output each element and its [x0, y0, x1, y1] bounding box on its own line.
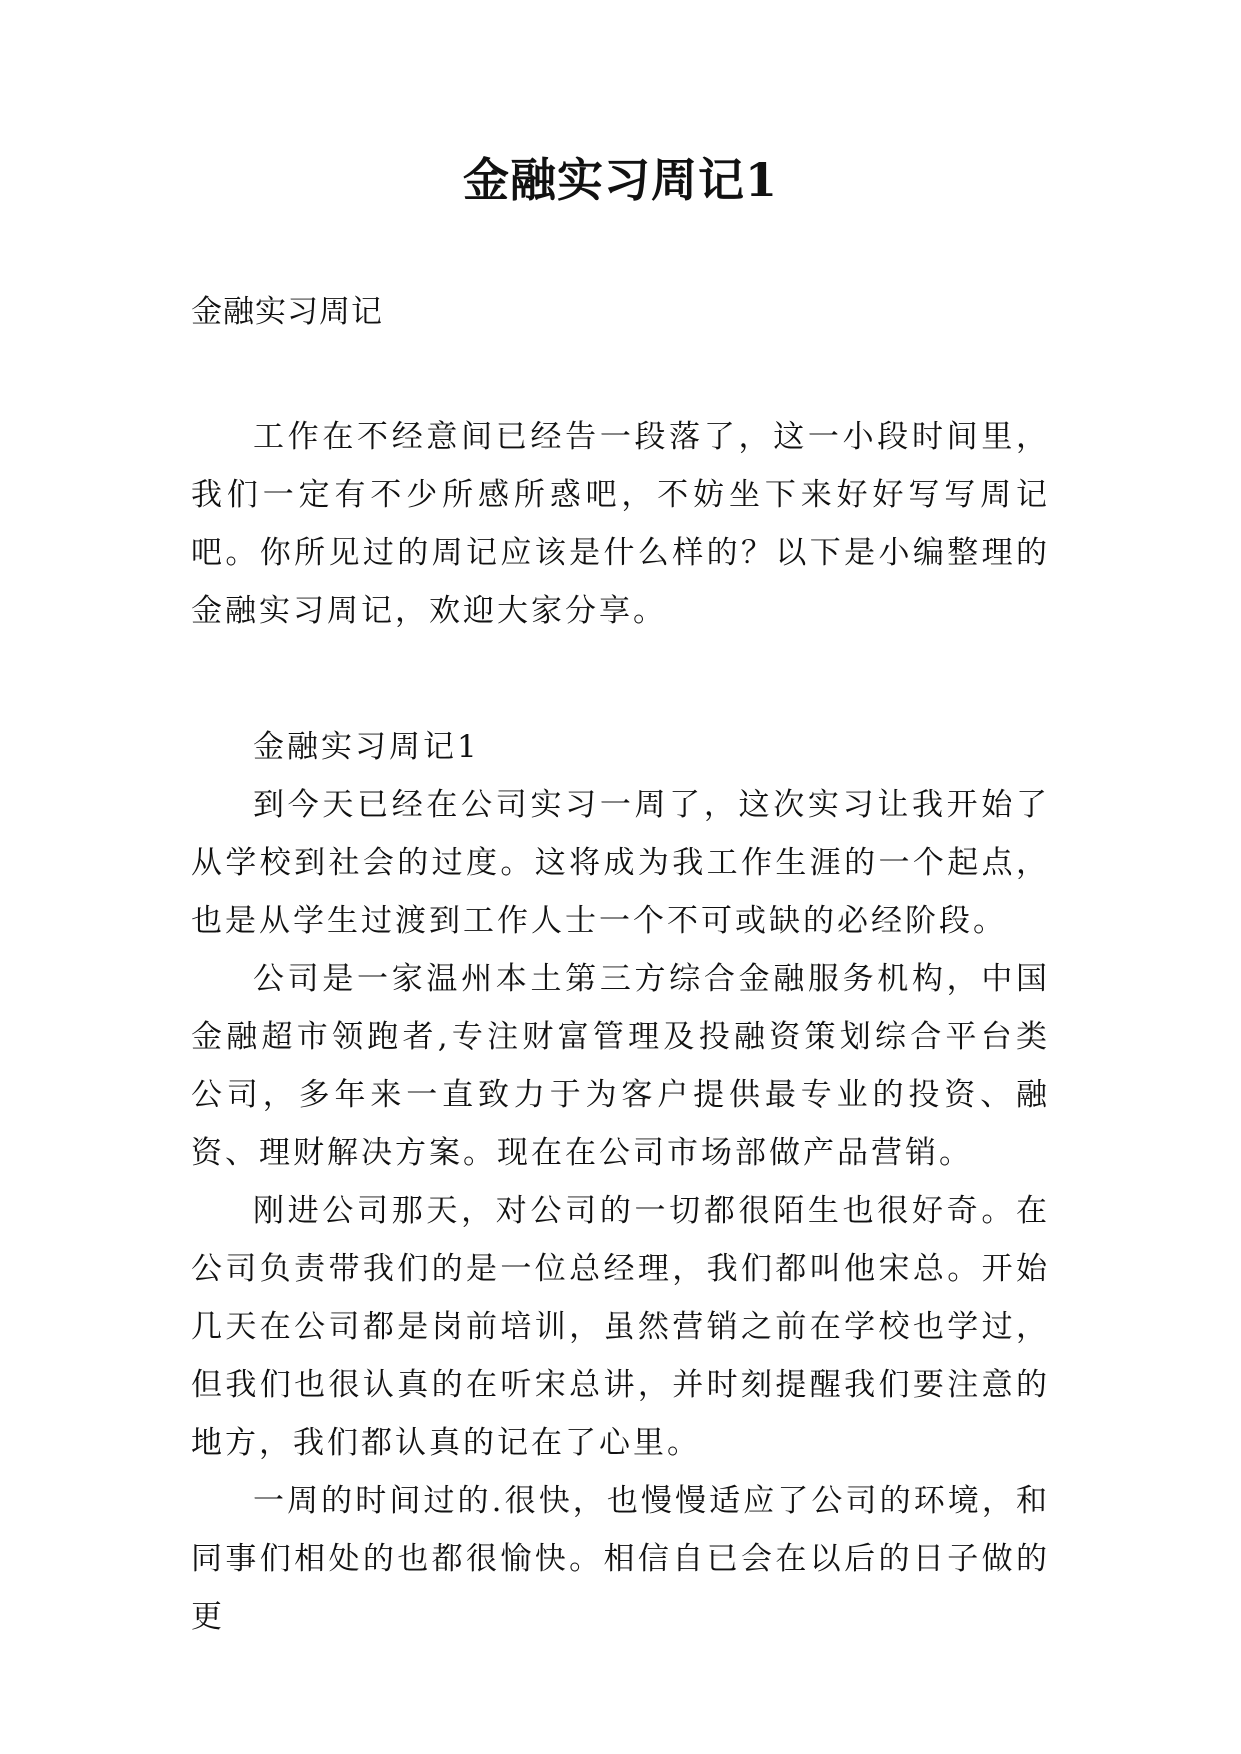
section-heading: 金融实习周记1 — [253, 729, 480, 765]
body-paragraph-2: 公司是一家温州本土第三方综合金融服务机构，中国金融超市领跑者,专注财富管理及投融资策划综合平台类公司，多年来一直致力于为客户提供最专业的投资、融资、理财解决方案。现在在公司市场部做产品营销。 — [191, 961, 1050, 1171]
document-title: 金融实习周记1 — [462, 153, 778, 207]
body-paragraph-4: 一周的时间过的.很快，也慢慢适应了公司的环境，和同事们相处的也都很愉快。相信自已会在以后的日子做的更 — [191, 1483, 1050, 1635]
body-paragraph-3: 刚进公司那天，对公司的一切都很陌生也很好奇。在公司负责带我们的是一位总经理，我们都叫他宋总。开始几天在公司都是岗前培训，虽然营销之前在学校也学过，但我们也很认真的在听宋总讲，并时刻提醒我们要注意的地方，我们都认真的记在了心里。 — [191, 1193, 1050, 1461]
intro-paragraph: 工作在不经意间已经告一段落了，这一小段时间里，我们一定有不少所感所惑吧，不妨坐下来好好写写周记吧。你所见过的周记应该是什么样的？以下是小编整理的金融实习周记，欢迎大家分享。 — [191, 419, 1050, 629]
document-subtitle: 金融实习周记 — [191, 294, 383, 330]
document-body — [191, 408, 1050, 1646]
paragraph-spacer — [191, 640, 1050, 718]
body-paragraph-1: 到今天已经在公司实习一周了，这次实习让我开始了从学校到社会的过度。这将成为我工作生涯的一个起点，也是从学生过渡到工作人士一个不可或缺的必经阶段。 — [191, 787, 1050, 939]
